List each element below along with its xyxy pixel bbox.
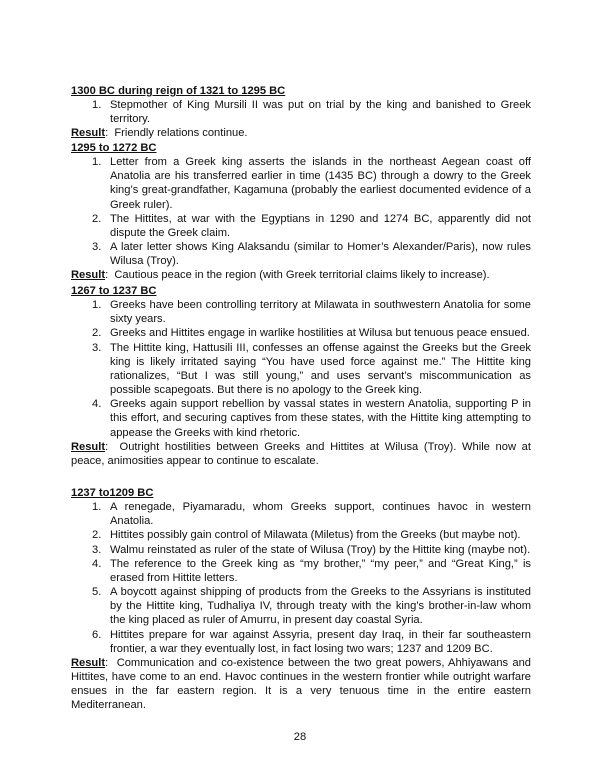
list-item: 4. The reference to the Greek king as “my brother,” “my peer,” and “Great King,” is erased from Hittite letters. xyxy=(92,557,531,584)
list-item: 2. Greeks and Hittites engage in warlike hostilities at Wilusa but tenuous peace ensued. xyxy=(92,327,530,340)
result-text: Cautious peace in the region (with Greek territorial claims likely to increase). xyxy=(114,269,490,282)
section-heading: 1267 to 1237 BC xyxy=(71,285,157,297)
list-item: 1. A renegade, Piyamaradu, whom Greeks support, continues havoc in western Anatolia. xyxy=(92,501,531,528)
result-paragraph: Result: Cautious peace in the region (with Greek territorial claims likely to increase). xyxy=(71,269,490,282)
section-1295-to-1272-bc xyxy=(71,141,531,283)
list-item: 4. Greeks again support rebellion by vassal states in western Anatolia, supporting P in this effort, and securing captives from these states, with the Hittite king attempting to appease the Greeks with kind rhetoric. xyxy=(92,398,531,439)
section-1237-to-1209-bc xyxy=(71,486,531,713)
list-item: 1. Greeks have been controlling territory at Milawata in southwestern Anatolia for some sixty years. xyxy=(92,299,531,326)
result-paragraph: Result: Outright hostilities between Greeks and Hittites at Wilusa (Troy). While now at peace, animosities appear to continue to escalate. xyxy=(71,440,531,467)
result-label: Result xyxy=(71,269,106,282)
result-label: Result xyxy=(71,440,106,453)
result-paragraph: Result: Friendly relations continue. xyxy=(71,127,248,140)
list-item: 3. A later letter shows King Alaksandu (similar to Homer’s Alexander/Paris), now rules Wilusa (Troy). xyxy=(92,241,531,268)
page-number: 28 xyxy=(293,731,307,743)
section-1267-to-1237-bc xyxy=(71,284,531,468)
list-item: 5. A boycott against shipping of products from the Greeks to the Assyrians is instituted by the Hittite king, Tudhaliya IV, through treaty with the king’s brother-in-law whom the king placed as ruler of Amurru, in present day coastal Syria. xyxy=(92,586,531,627)
event-list xyxy=(71,155,531,268)
section-heading: 1295 to 1272 BC xyxy=(71,142,157,154)
result-paragraph: Result: Communication and co-existence between the two great powers, Ahhiyawans and Hittites, have come to an end. Havoc continues in the western frontier while outright warfare ensues in the far eastern region. It is a very tenuous time in the entire eastern Mediterranean. xyxy=(71,656,531,712)
list-item: 1. Stepmother of King Mursili II was put on trial by the king and banished to Greek territory. xyxy=(92,99,531,126)
list-item: 3. The Hittite king, Hattusili III, confesses an offense against the Greeks but the Greek king is likely irritated saying “You have used force against me.” The Hittite king rationalizes, “But I was still young,” and uses servant’s miscommunication as possible scapegoats. But there is no apology to the Greek king. xyxy=(92,341,531,397)
result-text: Outright hostilities between Greeks and Hittites at Wilusa (Troy). While now at peace, animosities appear to continue to escalate. xyxy=(71,440,531,467)
result-text: Communication and co-existence between the two great powers, Ahhiyawans and Hittites, have come to an end. Havoc continues in the western frontier while outright warfare ensues in the far eastern region. It is a very tenuous time in the entire eastern Mediterranean. xyxy=(71,656,531,712)
event-list xyxy=(71,500,531,656)
list-item: 2. Hittites possibly gain control of Milawata (Miletus) from the Greeks (but maybe not). xyxy=(92,529,521,542)
section-heading: 1300 BC during reign of 1321 to 1295 BC xyxy=(71,85,286,97)
event-list xyxy=(71,98,531,126)
list-item: 1. Letter from a Greek king asserts the islands in the northeast Aegean coast off Anatolia are his transferred earlier in time (1435 BC) through a dowry to the Greek king’s great-grandfather, Kagamuna (probably the earliest documented evidence of a Greek ruler). xyxy=(92,156,531,211)
section-1300-bc xyxy=(71,84,531,141)
list-item: 6. Hittites prepare for war against Assyria, present day Iraq, in their far southeastern frontier, a war they eventually lost, in fact losing two wars; 1237 and 1209 BC. xyxy=(92,628,531,655)
result-text: Friendly relations continue. xyxy=(114,127,248,140)
list-item: 2. The Hittites, at war with the Egyptians in 1290 and 1274 BC, apparently did not dispute the Greek claim. xyxy=(92,212,531,239)
result-label: Result xyxy=(71,656,106,669)
result-label: Result xyxy=(71,127,106,140)
list-item: 3. Walmu reinstated as ruler of the state of Wilusa (Troy) by the Hittite king (maybe not). xyxy=(92,543,531,556)
event-list xyxy=(71,298,531,440)
section-heading: 1237 to1209 BC xyxy=(71,487,154,499)
